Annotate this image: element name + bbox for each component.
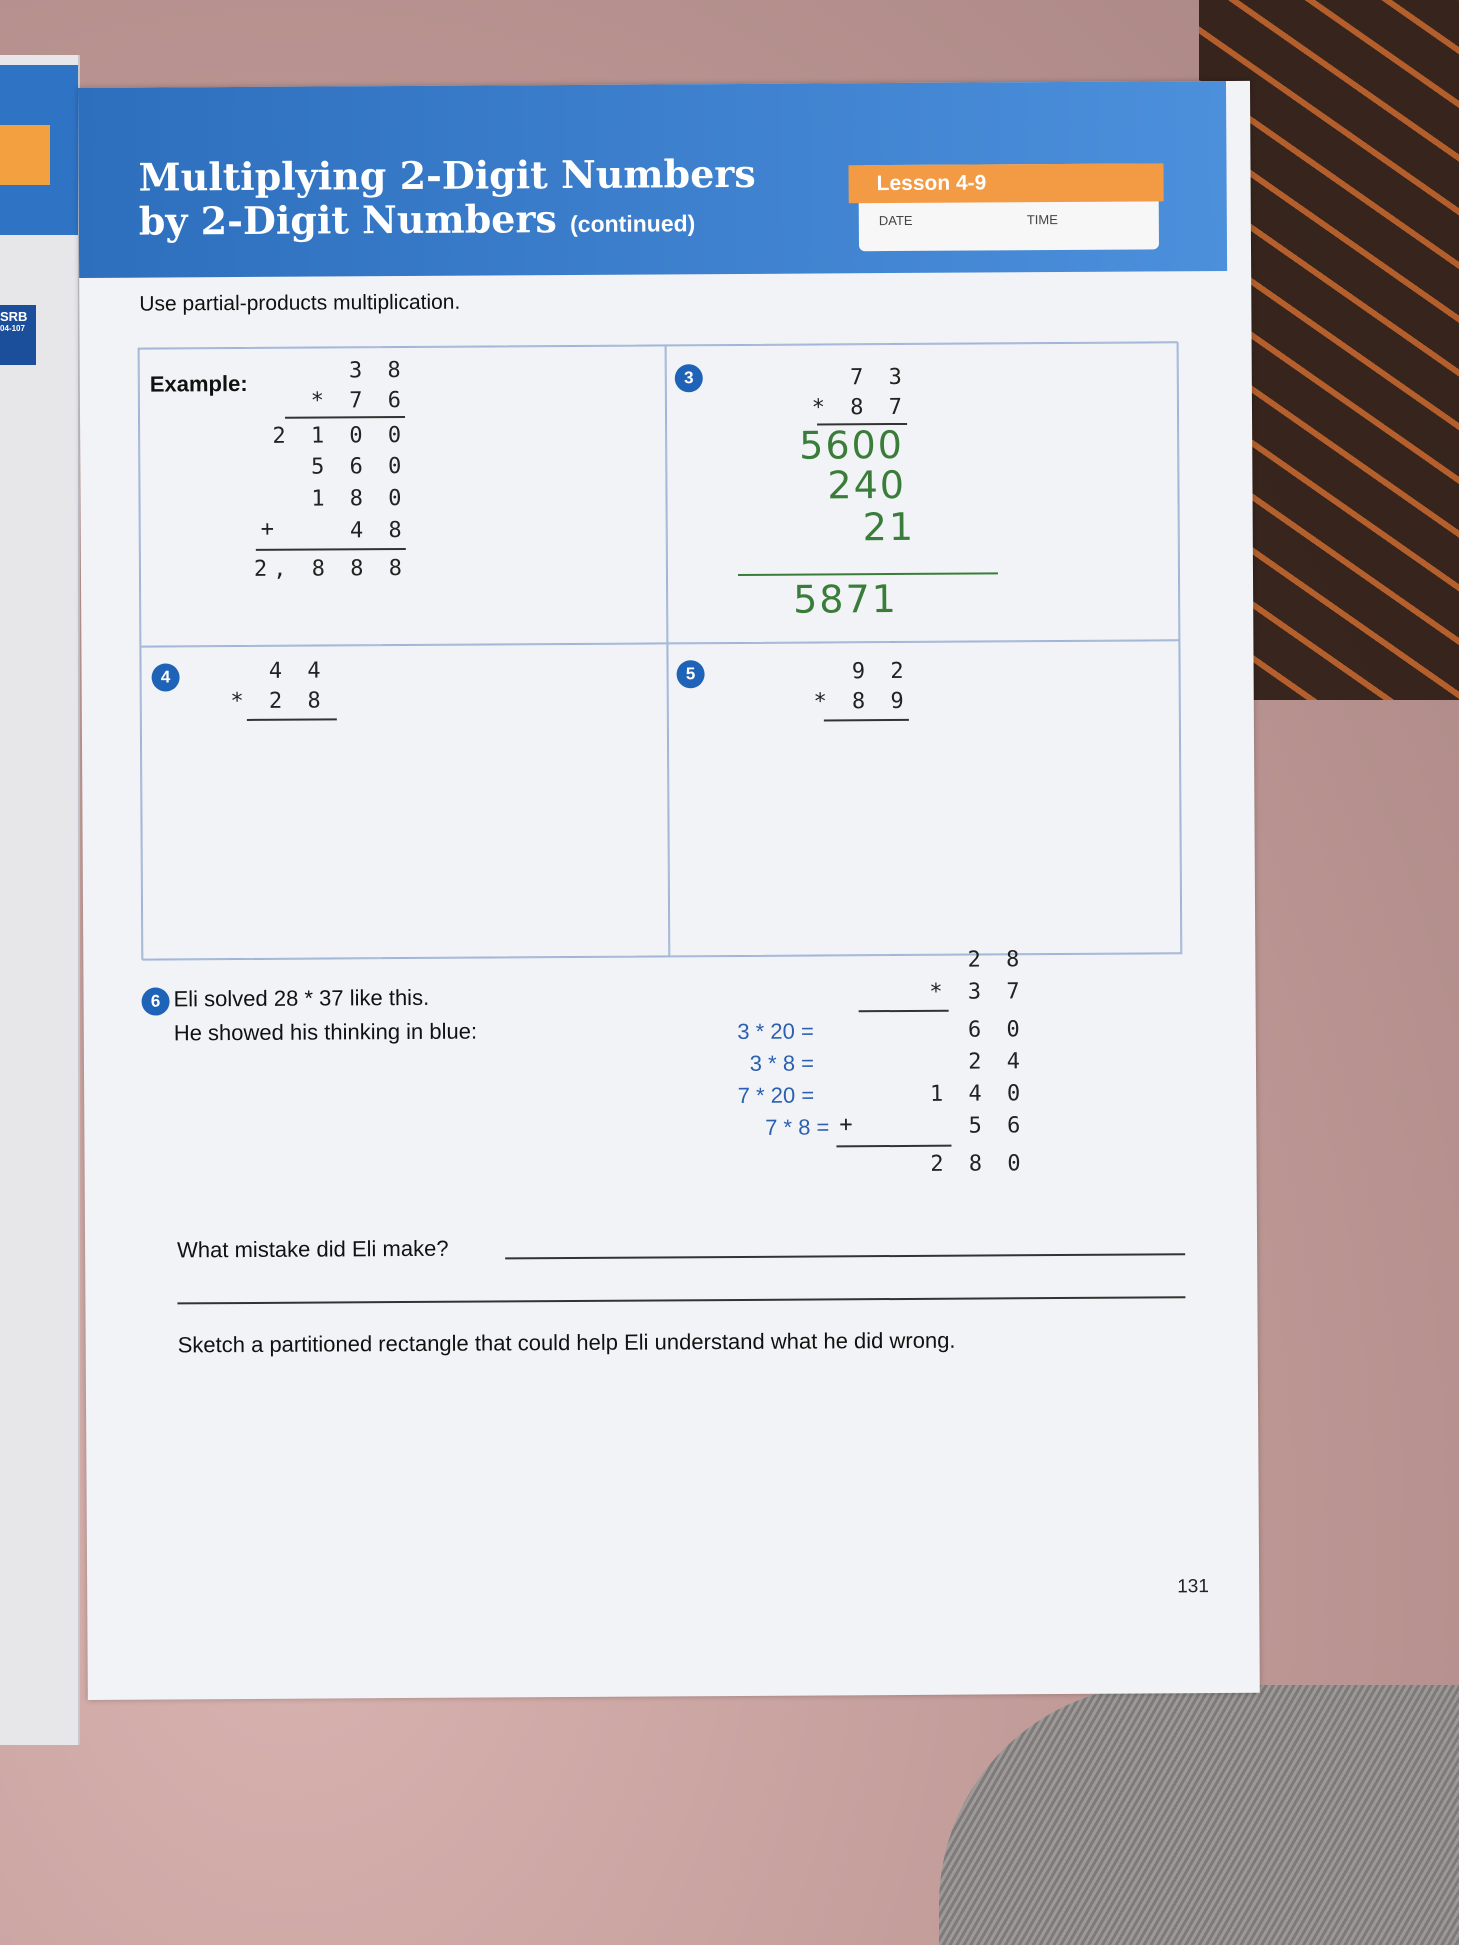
- problem-6-step-3-value: 1 4 0: [929, 1081, 1027, 1107]
- problem-5-badge: 5: [677, 660, 705, 688]
- problem-6-step-3-label: 7 * 20 =: [737, 1082, 815, 1108]
- problem-6-step-2-value: 2 4: [968, 1049, 1027, 1075]
- problem-4-rule: [247, 718, 337, 721]
- problem-3-handwritten-rule: [738, 572, 998, 576]
- problem-6-top-number: 2 8: [967, 947, 1026, 973]
- problem-3-top-number: 7 3: [849, 364, 908, 391]
- page-header: [78, 81, 1227, 278]
- problem-6-badge: 6: [141, 987, 169, 1015]
- sketch-prompt: Sketch a partitioned rectangle that could help Eli understand what he did wrong.: [177, 1327, 956, 1358]
- problem-6-step-2-label: 3 * 8 =: [749, 1050, 815, 1076]
- problem-3-handwritten-partial-1: 5600: [799, 422, 905, 468]
- example-plus-sign: +: [260, 516, 281, 542]
- srb-tab: [0, 305, 36, 365]
- example-partial-4: 4 8: [349, 517, 408, 544]
- problem-6-multiplier: * 3 7: [929, 979, 1026, 1005]
- time-label: TIME: [1026, 212, 1058, 228]
- example-label: Example:: [149, 370, 248, 397]
- problem-5-cell: [667, 640, 1182, 957]
- problem-6-step-1-value: 6 0: [967, 1017, 1026, 1043]
- problem-3-handwritten-partial-2: 240: [827, 462, 907, 508]
- mistake-question: What mistake did Eli make?: [177, 1235, 449, 1263]
- problem-grid: [138, 341, 1182, 959]
- problem-4-top-number: 4 4: [268, 658, 327, 684]
- title-line-1: Multiplying 2-Digit Numbers: [138, 150, 756, 200]
- problem-5-top-number: 9 2: [851, 658, 910, 685]
- srb-pages: 04-107: [0, 324, 25, 333]
- problem-5-multiplier: * 8 9: [813, 688, 910, 715]
- example-multiplier: * 7 6: [310, 387, 407, 414]
- example-partial-3: 1 8 0: [311, 485, 408, 512]
- problem-3-multiplier: * 8 7: [811, 394, 909, 421]
- lesson-box: [858, 163, 1159, 251]
- left-page-edge: [0, 55, 80, 1745]
- date-label: DATE: [878, 212, 913, 229]
- answer-line-2[interactable]: [177, 1296, 1185, 1304]
- problem-5-rule: [824, 719, 909, 722]
- title-line-2: by 2-Digit Numbers: [138, 196, 557, 244]
- example-rule-bottom: [256, 548, 406, 551]
- problem-6-line-1: Eli solved 28 * 37 like this.: [173, 984, 430, 1012]
- page-title: [138, 152, 756, 249]
- example-total: 2, 8 8 8: [253, 555, 409, 582]
- srb-label: SRB: [0, 309, 28, 324]
- problem-6-step-1-label: 3 * 20 =: [737, 1018, 814, 1044]
- instruction-text: Use partial-products multiplication.: [139, 290, 461, 316]
- example-partial-1: 2 1 0 0: [272, 422, 408, 449]
- problem-3-cell: [666, 342, 1181, 643]
- workbook-page: [78, 81, 1260, 1700]
- problem-3-handwritten-partial-3: 21: [862, 504, 916, 550]
- problem-6-total: 2 8 0: [930, 1151, 1027, 1177]
- problem-6-plus-sign: +: [839, 1112, 859, 1138]
- problem-3-handwritten-total: 5871: [793, 577, 898, 622]
- problem-4-badge: 4: [152, 663, 180, 691]
- problem-6-intro: [173, 981, 477, 1051]
- problem-6-line-2: He showed his thinking in blue:: [173, 1018, 478, 1046]
- problem-6-step-4-label: 7 * 8 =: [765, 1114, 830, 1140]
- problem-6-step-4-value: 5 6: [968, 1113, 1027, 1139]
- problem-4-multiplier: * 2 8: [230, 688, 327, 715]
- title-suffix: (continued): [569, 210, 696, 237]
- example-partial-2: 5 6 0: [311, 453, 408, 480]
- left-page-orange-tab: [0, 125, 50, 185]
- problem-3-badge: 3: [675, 364, 703, 392]
- page-number: 131: [1177, 1576, 1209, 1598]
- problem-4-cell: [140, 643, 669, 960]
- example-rule-top: [285, 416, 405, 419]
- problem-6-rule-bottom: [836, 1145, 951, 1148]
- example-top-number: 3 8: [348, 357, 407, 384]
- problem-6-rule-top: [859, 1010, 949, 1013]
- example-cell: [139, 345, 668, 646]
- answer-line-1[interactable]: [505, 1253, 1185, 1259]
- lesson-label: Lesson 4-9: [848, 163, 1163, 203]
